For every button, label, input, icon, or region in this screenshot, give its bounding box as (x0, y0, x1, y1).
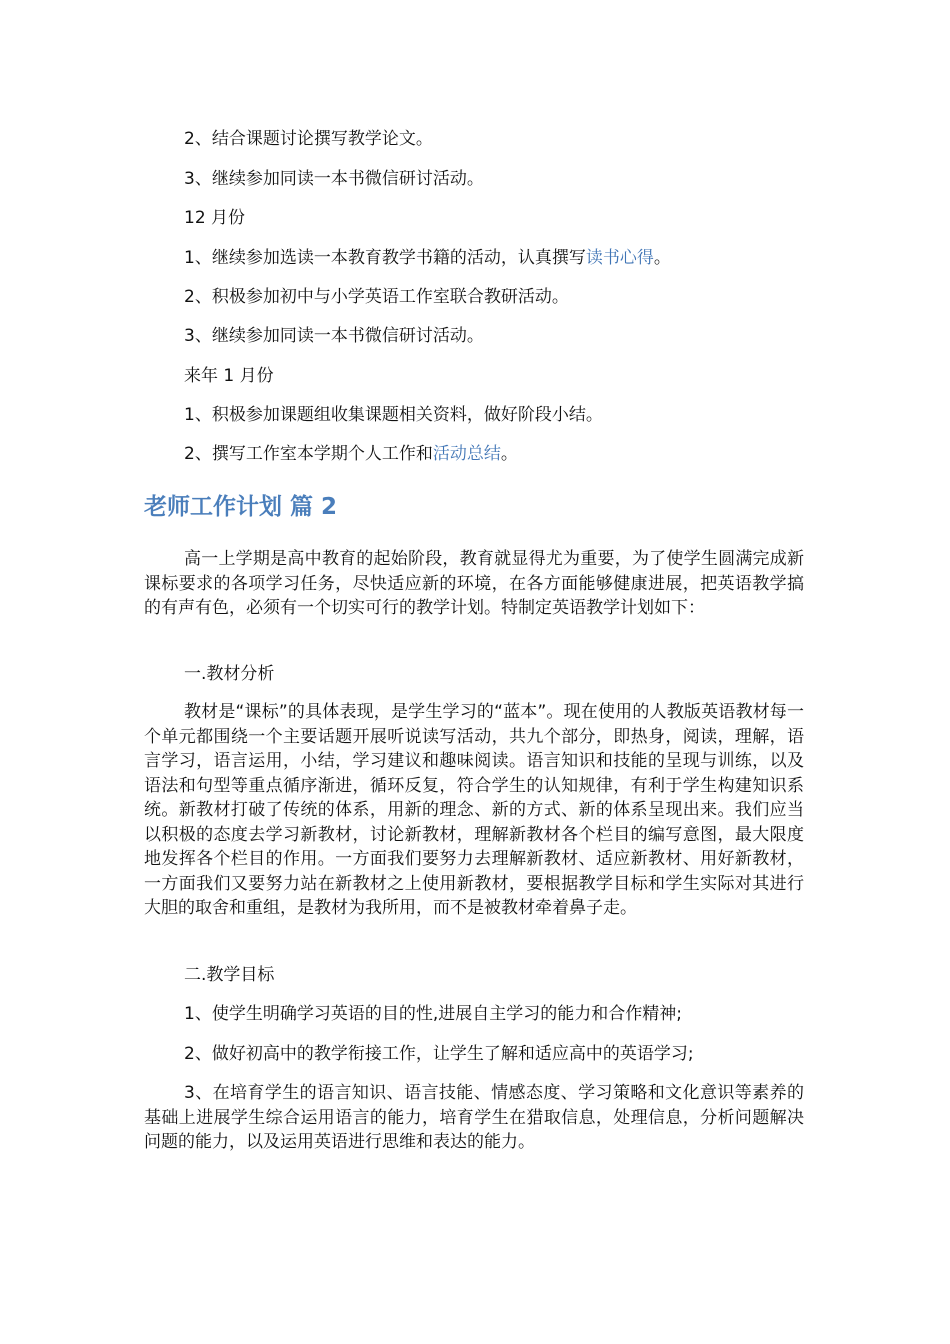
january-item-2 (184, 442, 518, 466)
december-item-1-text: 1、继续参加选读一本教育教学书籍的活动，认真撰写 (184, 248, 586, 268)
goal-item-1: 1、使学生明确学习英语的目的性,进展自主学习的能力和合作精神; (184, 1004, 682, 1024)
heading-teaching-goals: 二.教学目标 (184, 965, 275, 985)
december-item-3: 3、继续参加同读一本书微信研讨活动。 (184, 326, 484, 346)
goal-item-2: 2、做好初高中的教学衔接工作，让学生了解和适应高中的英语学习; (184, 1044, 694, 1064)
month-heading-december: 12 月份 (184, 208, 246, 228)
reading-notes-link[interactable]: 读书心得 (585, 248, 654, 268)
heading-textbook-analysis: 一.教材分析 (184, 664, 275, 684)
january-item-2-end: 。 (500, 444, 518, 464)
goal-item-3: 3、在培育学生的语言知识、语言技能、情感态度、学习策略和文化意识等素养的基础上进展学生综合运用语言的能力，培育学生在猎取信息，处理信息，分析问题解决问题的能力，以及运用英语进行思维和表达的能力。 (144, 1083, 804, 1152)
intro-paragraph: 高一上学期是高中教育的起始阶段，教育就显得尤为重要，为了使学生圆满完成新课标要求的各项学习任务，尽快适应新的环境，在各方面能够健康进展，把英语教学搞的有声有色，必须有一个切实可行的教学计划。特制定英语教学计划如下： (144, 549, 804, 618)
month-heading-january: 来年 1 月份 (184, 366, 274, 386)
section-title: 老师工作计划 篇 2 (144, 494, 338, 520)
january-item-1: 1、积极参加课题组收集课题相关资料，做好阶段小结。 (184, 405, 603, 425)
plan-item-wechat: 3、继续参加同读一本书微信研讨活动。 (184, 169, 484, 189)
activity-summary-link[interactable]: 活动总结 (432, 444, 501, 464)
december-item-2: 2、积极参加初中与小学英语工作室联合教研活动。 (184, 287, 569, 307)
analysis-paragraph: 教材是“课标”的具体表现，是学生学习的“蓝本”。现在使用的人教版英语教材每一个单元都围绕一个主要话题开展听说读写活动，共九个部分，即热身，阅读，理解，语言学习，语言运用，小结，学习建议和趣味阅读。语言知识和技能的呈现与训练，以及语法和句型等重点循序渐进，循环反复，符合学生的认知规律，有利于学生构建知识系统。新教材打破了传统的体系，用新的理念、新的方式、新的体系呈现出来。我们应当以积极的态度去学习新教材，讨论新教材，理解新教材各个栏目的编写意图，最大限度地发挥各个栏目的作用。一方面我们要努力去理解新教材、适应新教材、用好新教材，一方面我们又要努力站在新教材之上使用新教材，要根据教学目标和学生实际对其进行大胆的取舍和重组，是教材为我所用，而不是被教材牵着鼻子走。 (144, 702, 804, 918)
december-item-1-end: 。 (653, 248, 671, 268)
december-item-1 (184, 246, 671, 270)
plan-item-paper: 2、结合课题讨论撰写教学论文。 (184, 129, 433, 149)
january-item-2-text: 2、撰写工作室本学期个人工作和 (184, 444, 433, 464)
